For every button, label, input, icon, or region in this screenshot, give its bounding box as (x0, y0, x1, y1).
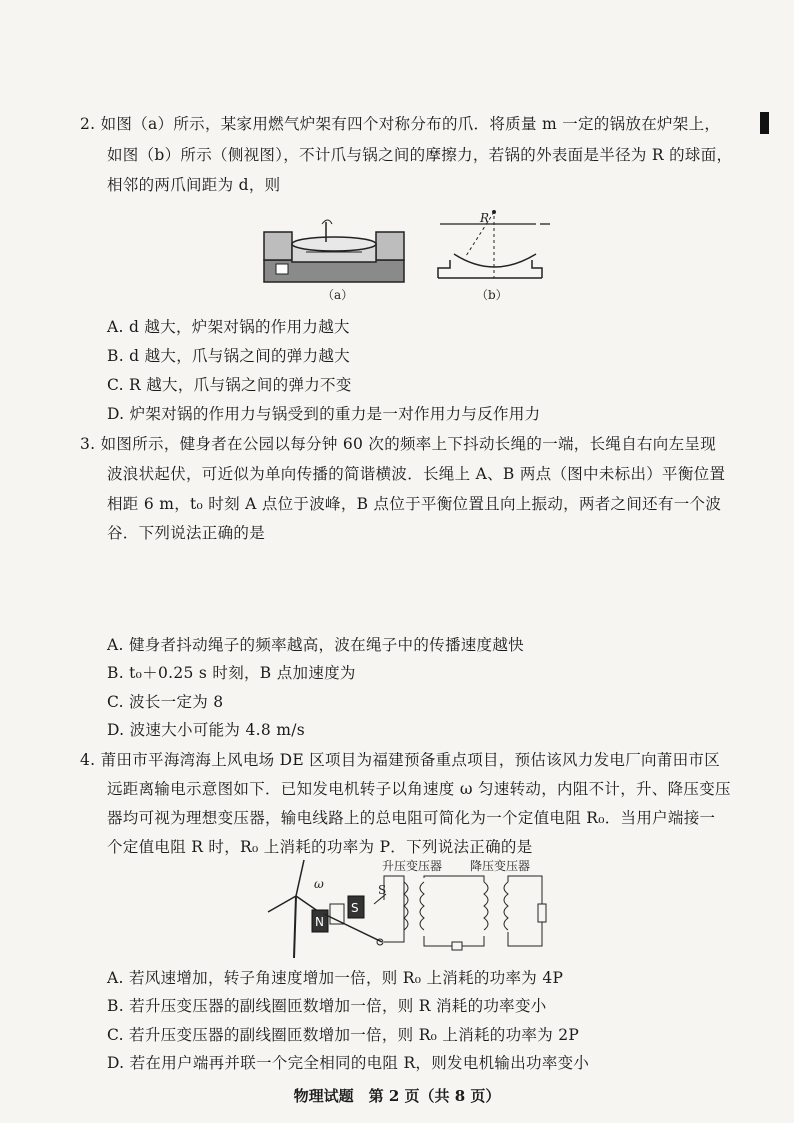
switch-label: S (378, 883, 387, 897)
q4-option-c: C. 若升压变压器的副线圈匝数增加一倍，则 R₀ 上消耗的功率为 2P (107, 1026, 580, 1044)
q4-line-1: 4. 莆田市平海湾海上风电场 DE 区项目为福建预备重点项目，预估该风力发电厂向莆田市区 (80, 751, 721, 769)
q4-line-3: 器均可视为理想变压器，输电线路上的总电阻可简化为一个定值电阻 R₀．当用户端接一 (107, 809, 716, 827)
q4-line-4: 个定值电阻 R 时，R₀ 上消耗的功率为 P．下列说法正确的是 (107, 838, 533, 856)
page-footer: 物理试题 第 2 页（共 8 页） (293, 1087, 501, 1105)
q3-line-2: 波浪状起伏，可近似为单向传播的简谐横波．长绳上 A、B 两点（图中未标出）平衡位置 (107, 465, 726, 483)
figure-b-caption: （b） (476, 288, 508, 302)
q4-option-b: B. 若升压变压器的副线圈匝数增加一倍，则 R 消耗的功率变小 (107, 997, 547, 1015)
q3-option-a: A. 健身者抖动绳子的频率越高，波在绳子中的传播速度越快 (107, 636, 524, 654)
q3-line-3: 相距 6 m，t₀ 时刻 A 点位于波峰，B 点位于平衡位置且向上振动，两者之间还有一个波 (107, 495, 722, 513)
q4-option-d: D. 若在用户端再并联一个完全相同的电阻 R，则发电机输出功率变小 (107, 1054, 590, 1072)
magnet-s-label: S (351, 901, 359, 915)
q4-line-2: 远距离输电示意图如下．已知发电机转子以角速度 ω 匀速转动，内阻不计，升、降压变压 (107, 780, 731, 798)
q3-line-1: 3. 如图所示，健身者在公园以每分钟 60 次的频率上下抖动长绳的一端，长绳自右向左呈现 (80, 435, 716, 453)
step-down-label: 降压变压器 (470, 859, 531, 873)
figure-a-caption: （a） (322, 288, 354, 302)
figure-b-side-view (436, 208, 554, 304)
q3-line-4: 谷．下列说法正确的是 (107, 524, 266, 542)
q3-option-d: D. 波速大小可能为 4.8 m/s (107, 721, 306, 739)
q3-option-c: C. 波长一定为 8 (107, 693, 224, 711)
q2-line-3: 相邻的两爪间距为 d，则 (107, 176, 281, 194)
q2-line-1: 2. 如图（a）所示，某家用燃气炉架有四个对称分布的爪．将质量 m 一定的锅放在炉架上， (80, 115, 721, 133)
q2-line-2: 如图（b）所示（侧视图），不计爪与锅之间的摩擦力，若锅的外表面是半径为 R 的球面， (107, 146, 733, 164)
q3-option-b: B. t₀＋0.25 s 时刻，B 点加速度为 (107, 664, 356, 682)
q4-option-a: A. 若风速增加，转子角速度增加一倍，则 R₀ 上消耗的功率为 4P (107, 969, 564, 987)
transmission-diagram (264, 856, 556, 960)
edge-mark (760, 112, 769, 134)
figure-a-stove (262, 212, 412, 304)
step-up-label: 升压变压器 (382, 859, 443, 873)
omega-label: ω (314, 877, 324, 891)
q2-option-a: A. d 越大，炉架对锅的作用力越大 (107, 318, 350, 336)
q2-option-c: C. R 越大，爪与锅之间的弹力不变 (107, 376, 352, 394)
magnet-n-label: N (315, 915, 324, 929)
figure-b-radius-label: R (480, 211, 490, 225)
q2-option-d: D. 炉架对锅的作用力与锅受到的重力是一对作用力与反作用力 (107, 405, 541, 423)
q2-option-b: B. d 越大，爪与锅之间的弹力越大 (107, 347, 350, 365)
